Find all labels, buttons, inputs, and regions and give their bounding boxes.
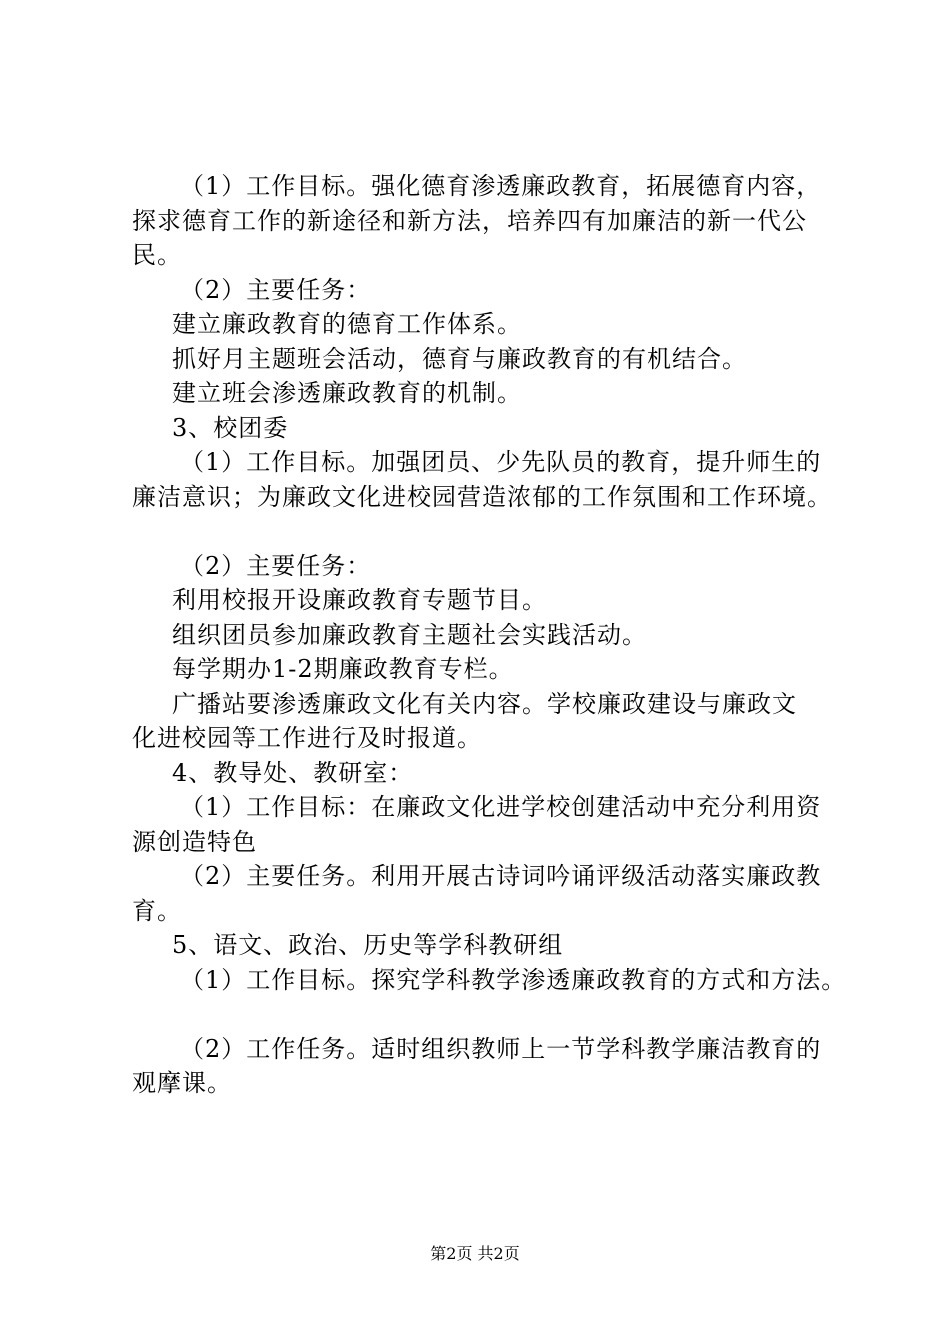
- paragraph-line: （1）工作目标。强化德育渗透廉政教育，拓展德育内容，: [180, 172, 822, 200]
- paragraph-line: 每学期办1-2期廉政教育专栏。: [172, 655, 514, 683]
- paragraph-line: 利用校报开设廉政教育专题节目。: [172, 586, 547, 614]
- paragraph-line: 建立廉政教育的德育工作体系。: [172, 310, 522, 338]
- page-number-footer: 第2页 共2页: [430, 1244, 520, 1263]
- document-body: [132, 169, 852, 1101]
- paragraph-line: 广播站要渗透廉政文化有关内容。学校廉政建设与廉政文: [172, 689, 797, 718]
- paragraph-line: （2）工作任务。适时组织教师上一节学科教学廉洁教育的: [180, 1034, 822, 1063]
- paragraph-line: （1）工作目标：在廉政文化进学校创建活动中充分利用资: [180, 793, 822, 821]
- paragraph-line: （1）工作目标。加强团员、少先队员的教育，提升师生的: [180, 448, 822, 476]
- paragraph-line: 观摩课。: [132, 1069, 232, 1097]
- paragraph-line: （2）主要任务。利用开展古诗词吟诵评级活动落实廉政教: [180, 862, 822, 890]
- paragraph-line: （2）主要任务：: [180, 551, 372, 580]
- paragraph-line: 建立班会渗透廉政教育的机制。: [172, 379, 522, 407]
- section-heading: 4、教导处、教研室：: [172, 758, 414, 787]
- blank-line: [132, 514, 852, 549]
- paragraph-line: 组织团员参加廉政教育主题社会实践活动。: [172, 620, 647, 649]
- section-heading: 5、语文、政治、历史等学科教研组: [172, 931, 564, 959]
- paragraph-line: 民。: [132, 241, 182, 269]
- paragraph-line: 化进校园等工作进行及时报道。: [132, 724, 482, 752]
- blank-line: [132, 997, 852, 1032]
- paragraph-line: 育。: [132, 896, 182, 925]
- paragraph-line: 源创造特色: [132, 827, 257, 856]
- paragraph-line: （1）工作目标。探究学科教学渗透廉政教育的方式和方法。: [180, 965, 847, 994]
- paragraph-line: （2）主要任务：: [180, 275, 372, 304]
- paragraph-line: 抓好月主题班会活动，德育与廉政教育的有机结合。: [172, 344, 747, 373]
- section-heading: 3、校团委: [172, 413, 289, 442]
- paragraph-line: 探求德育工作的新途径和新方法，培养四有加廉洁的新一代公: [132, 206, 807, 235]
- paragraph-line: 廉洁意识；为廉政文化进校园营造浓郁的工作氛围和工作环境。: [132, 482, 832, 511]
